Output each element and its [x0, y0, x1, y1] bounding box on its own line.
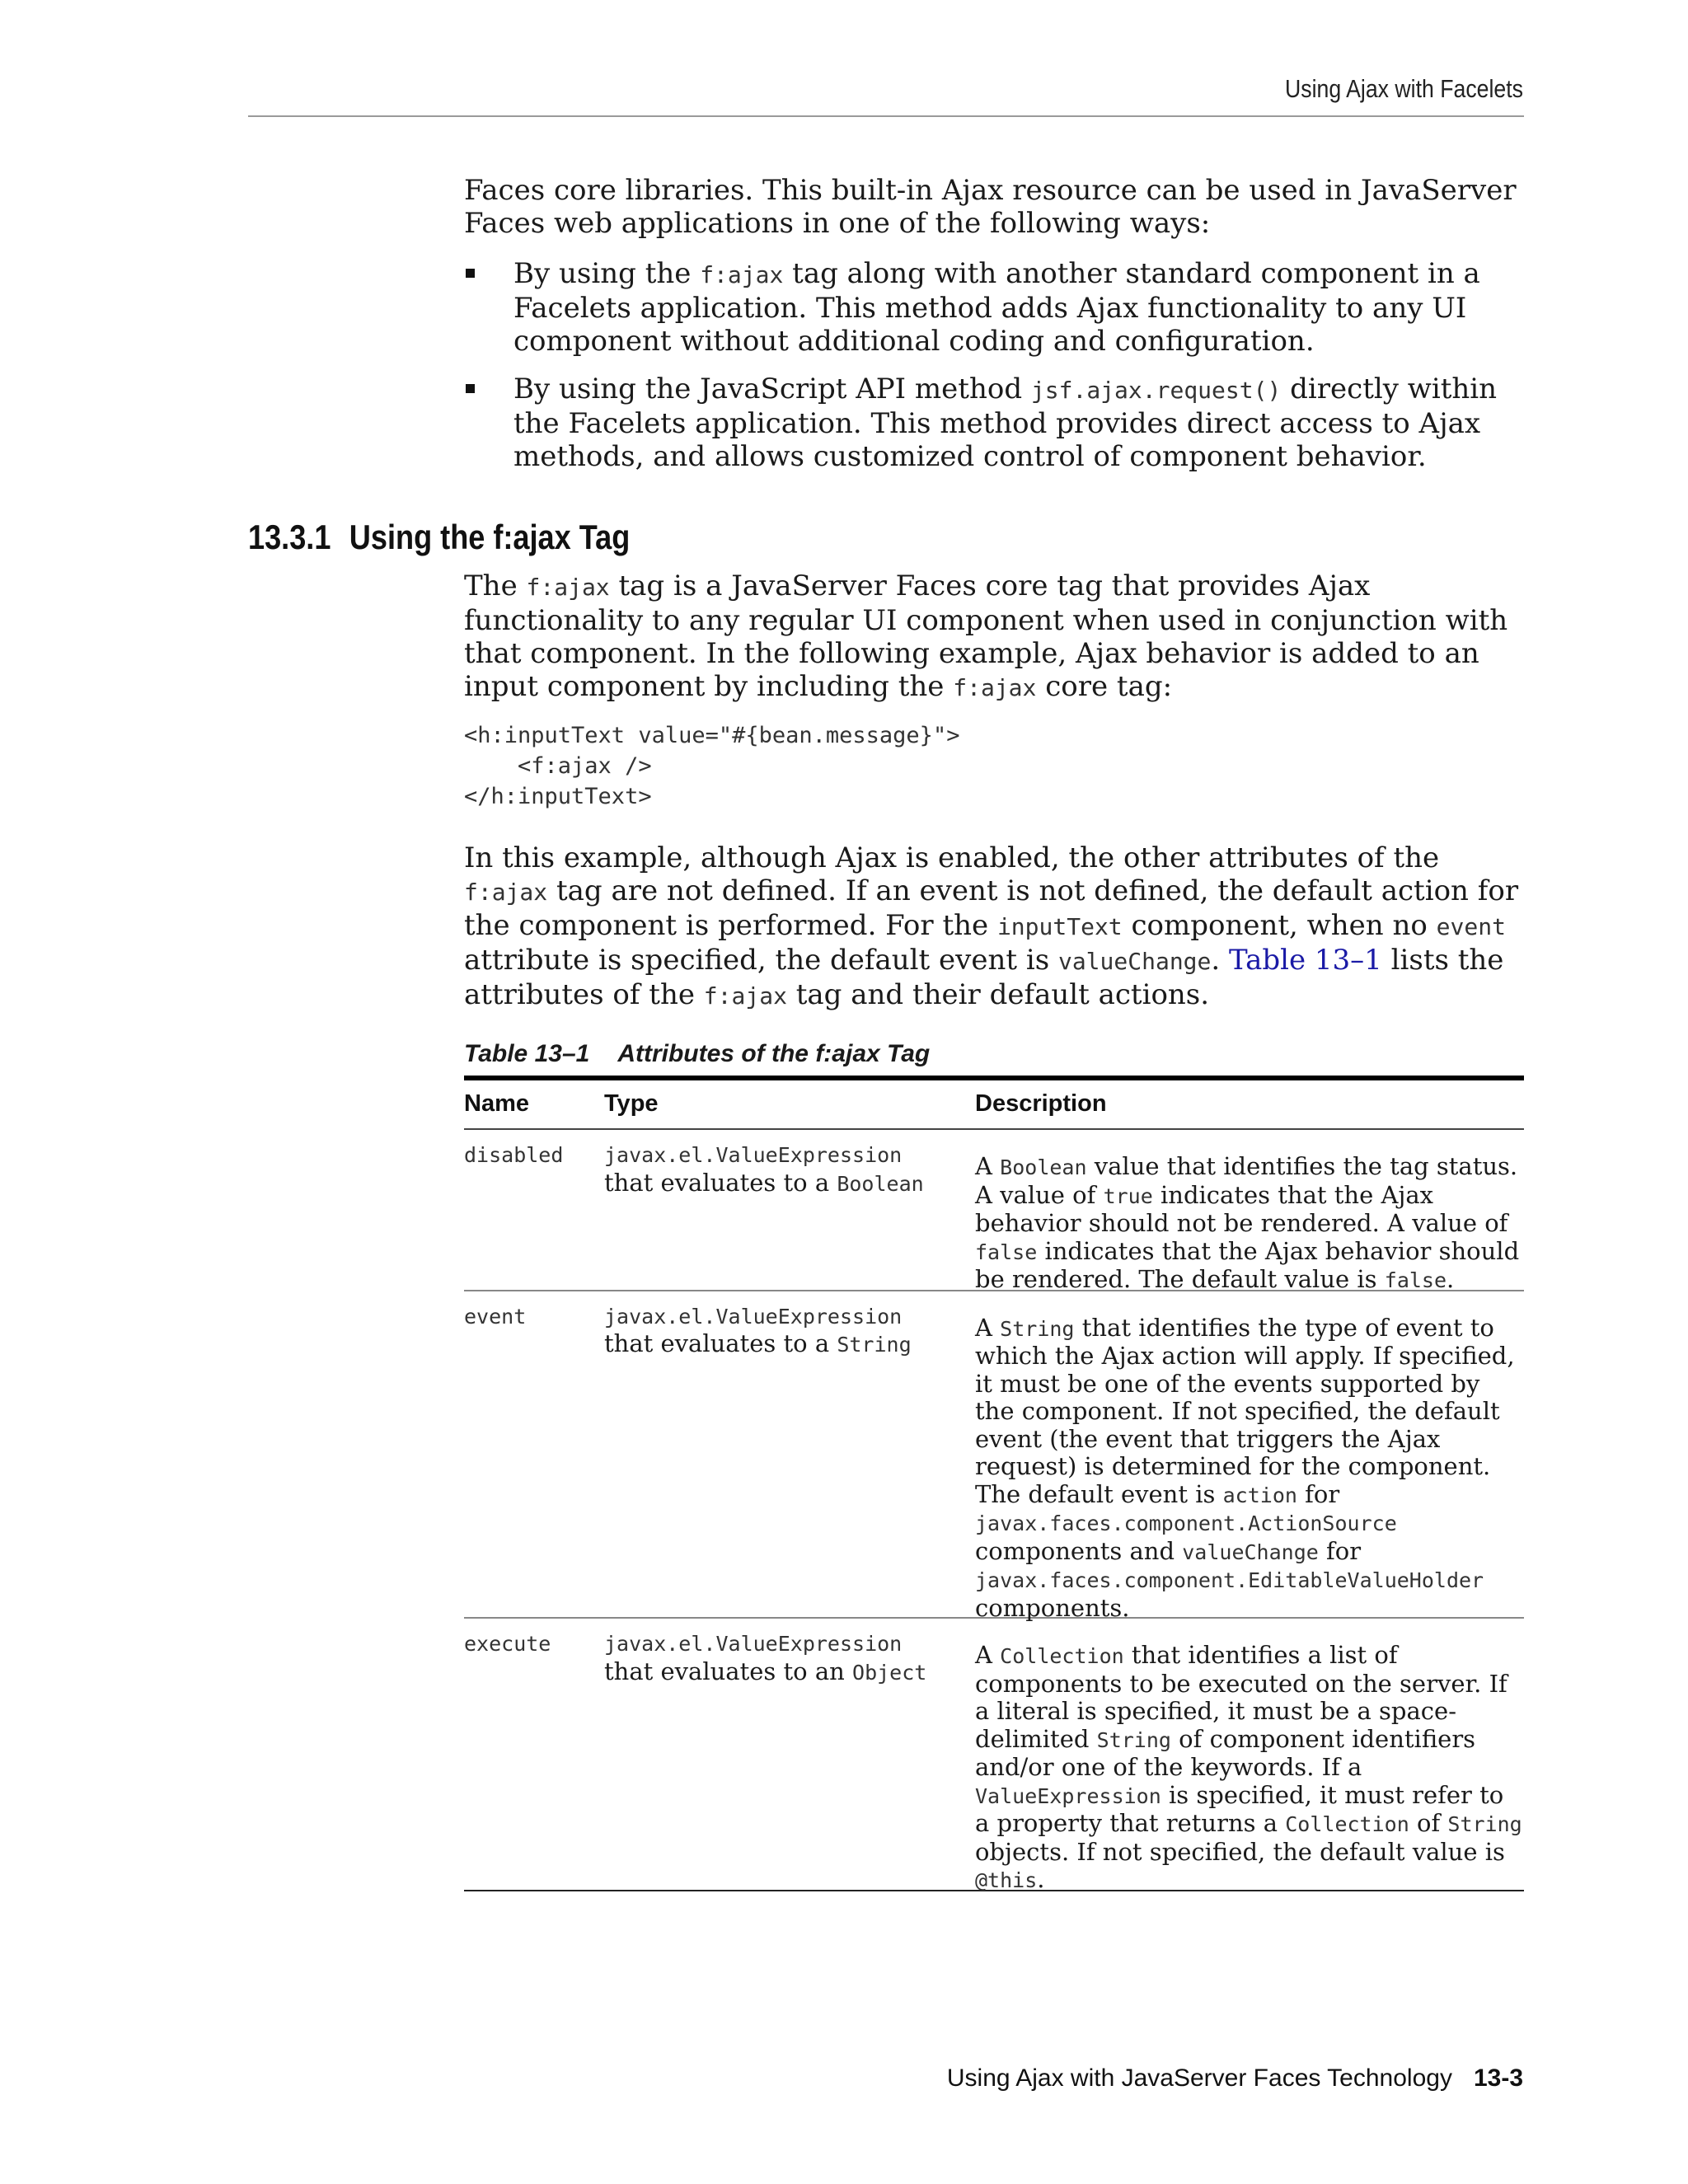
- cell-description: A Collection that identifies a list of components to be executed on the server. If a literal is specified, it must be a space-delimited String of component identifiers and/or one of the keywords. If a ValueExpression is specified, it must refer to a property that returns a Collection of String objects. If not specified, the default value is @this.: [975, 1641, 1522, 1893]
- inline-code: jsf.ajax.request(): [1030, 377, 1282, 404]
- intro-text: Faces core libraries. This built-in Ajax resource can be used in JavaServer Faces web applications in one of the following ways:: [464, 174, 1517, 240]
- cell-type: [604, 1303, 912, 1359]
- inline-code: true: [1103, 1183, 1153, 1208]
- inline-code: @this: [975, 1868, 1038, 1892]
- inline-code: valueChange: [1057, 948, 1212, 975]
- paragraph-ajax-tag: The f:ajax tag is a JavaServer Faces core tag that provides Ajax functionality to any regular UI component when used in conjunction with that component. In the following example, Ajax behavior is added to an input component by including the f:ajax core tag:: [464, 569, 1508, 703]
- intro-paragraph: [464, 174, 1527, 240]
- table-row: [464, 1130, 1524, 1291]
- inline-code: false: [975, 1240, 1038, 1264]
- inline-code: valueChange: [1182, 1540, 1319, 1564]
- inline-code: action: [1222, 1483, 1297, 1507]
- section-title: Using the f:ajax Tag: [349, 518, 631, 556]
- table-row: [464, 1291, 1524, 1622]
- running-header: Using Ajax with Facelets: [1285, 74, 1523, 103]
- list-item: [464, 373, 1527, 473]
- bullet-square-icon: [466, 384, 475, 393]
- type-expression: javax.el.ValueExpression: [604, 1143, 903, 1167]
- table-cross-reference-link[interactable]: Table 13–1: [1229, 944, 1382, 977]
- list-item: [464, 257, 1527, 358]
- bullet-square-icon: [466, 269, 475, 278]
- cell-type: [604, 1141, 924, 1197]
- inline-code: inputText: [996, 913, 1123, 940]
- cell-type: [604, 1630, 926, 1686]
- inline-code: String: [837, 1333, 912, 1357]
- inline-code: Boolean: [837, 1171, 924, 1196]
- page-footer: [947, 2064, 1523, 2093]
- section-number: 13.3.1: [248, 518, 331, 556]
- table-row: [464, 1619, 1524, 1891]
- type-evaluates-to: that evaluates to an Object: [604, 1657, 927, 1685]
- inline-code: f:ajax: [526, 574, 610, 601]
- inline-code: String: [1447, 1812, 1522, 1836]
- type-evaluates-to: that evaluates to a String: [604, 1329, 912, 1357]
- table-caption-title: Attributes of the f:ajax Tag: [617, 1040, 931, 1067]
- inline-code: javax.faces.component.ActionSource: [975, 1511, 1397, 1535]
- cell-description: A Boolean value that identifies the tag status. A value of true indicates that the Ajax behavior should not be rendered. A value of false indicates that the Ajax behavior should be rendered. The default value is false.: [975, 1152, 1520, 1293]
- inline-code: f:ajax: [464, 879, 548, 906]
- inline-code: Boolean: [1000, 1155, 1087, 1179]
- inline-code: String: [1000, 1316, 1075, 1341]
- bullet-text: By using the f:ajax tag along with another standard component in a Facelets application. This method adds Ajax functionality to any UI component without additional coding and configuration.: [513, 257, 1480, 358]
- cell-name: event: [464, 1304, 527, 1329]
- inline-code: javax.faces.component.EditableValueHolder: [975, 1568, 1484, 1592]
- section-heading: [248, 518, 630, 557]
- page-number: 13-3: [1473, 2064, 1523, 2092]
- inline-code: f:ajax: [953, 674, 1037, 701]
- inline-code: ValueExpression: [975, 1783, 1161, 1808]
- inline-code: Collection: [1285, 1812, 1409, 1836]
- inline-code: f:ajax: [700, 261, 784, 288]
- bullet-text: By using the JavaScript API method jsf.ajax.request() directly within the Facelets application. This method provides direct access to Ajax methods, and allows customized control of component behavior.: [513, 373, 1498, 473]
- column-header-description: Description: [975, 1090, 1107, 1117]
- inline-code: Object: [852, 1660, 927, 1685]
- inline-code: f:ajax: [703, 982, 787, 1010]
- cell-name: execute: [464, 1632, 551, 1656]
- cell-name: disabled: [464, 1143, 564, 1167]
- cell-description: A String that identifies the type of event to which the Ajax action will apply. If specified, it must be one of the events supported by the component. If not specified, the default event (the event that triggers the Ajax request) is determined for the component. The default event is action for javax.faces.component.ActionSource components and valueChange for javax.faces.component.EditableValueHolder components.: [975, 1313, 1515, 1622]
- inline-code: event: [1436, 913, 1506, 940]
- type-expression: javax.el.ValueExpression: [604, 1632, 903, 1656]
- inline-code: Collection: [1000, 1644, 1124, 1668]
- table-caption-label: Table 13–1: [464, 1040, 590, 1067]
- paragraph-example-explanation: In this example, although Ajax is enabled, the other attributes of the f:ajax tag are not defined. If an event is not defined, the default action for the component is performed. For the inputText component, when no event attribute is specified, the default event is valueChange. Table 13–1 lists the attributes of the f:ajax tag and their default actions.: [464, 841, 1519, 1011]
- table-body: [464, 1130, 1524, 1891]
- attributes-table: [464, 1076, 1524, 1891]
- footer-title: Using Ajax with JavaServer Faces Technology: [946, 2064, 1452, 2092]
- type-evaluates-to: that evaluates to a Boolean: [604, 1168, 924, 1197]
- column-header-type: Type: [604, 1090, 659, 1117]
- type-expression: javax.el.ValueExpression: [604, 1304, 903, 1329]
- table-header-row: [464, 1080, 1524, 1130]
- table-caption: [464, 1040, 930, 1068]
- code-example: <h:inputText value="#{bean.message}"> <f:ajax /> </h:inputText>: [464, 723, 960, 809]
- header-divider: [248, 115, 1524, 117]
- inline-code: String: [1096, 1727, 1171, 1752]
- column-header-name: Name: [464, 1090, 529, 1117]
- inline-code: false: [1384, 1268, 1447, 1292]
